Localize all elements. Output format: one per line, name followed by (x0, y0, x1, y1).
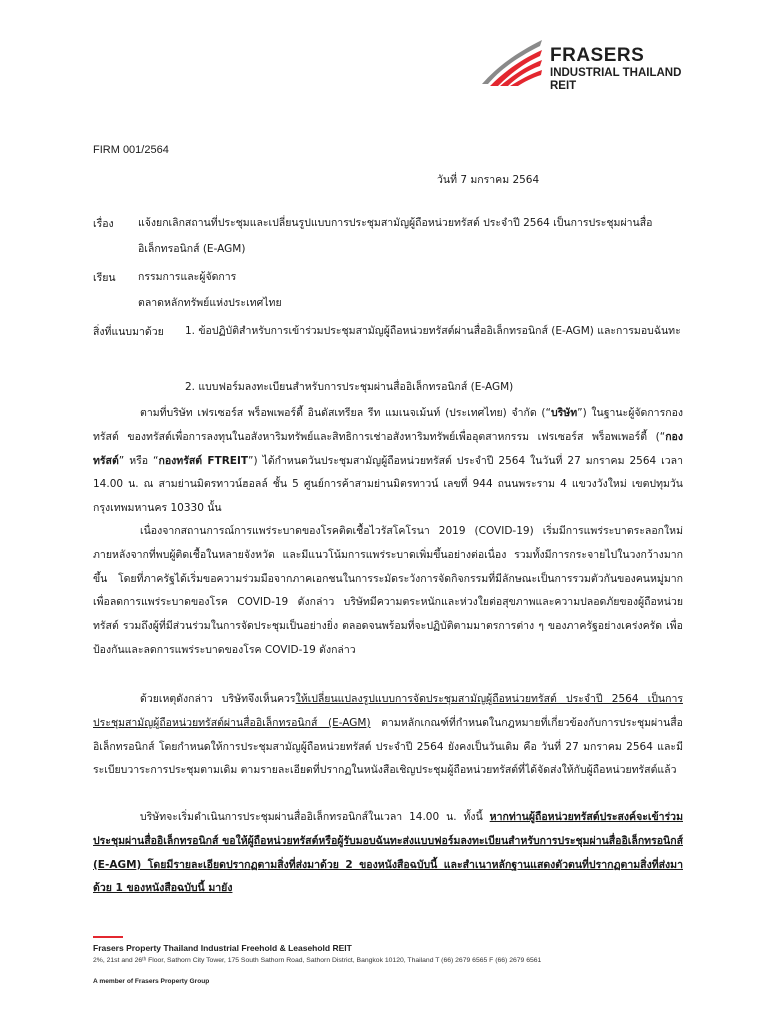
paragraph-1: ตามที่บริษัท เฟรเซอร์ส พร็อพเพอร์ตี้ อินดัสเทรียล รีท แมเนจเม้นท์ (ประเทศไทย) จำกัด (“บริษัท”) ในฐานะผู้จัดการกองทรัสต์ ของทรัสต์เพื่อการลงทุนในอสังหาริมทรัพย์และสิทธิการเช่าอสังหาริมทรัพย์เพื่ออุตสาหกรรม เฟรเซอร์ส พร็อพเพอร์ตี้ (“กองทรัสต์” หรือ “กองทรัสต์ FTREIT”) ได้กำหนดวันประชุมสามัญผู้ถือหน่วยทรัสต์ ประจำปี 2564 ในวันที่ 27 มกราคม 2564 เวลา 14.00 น. ณ สามย่านมิตรทาวน์ฮอลล์ ชั้น 5 ศูนย์การค้าสามย่านมิตรทาวน์ เลขที่ 944 ถนนพระราม 4 แขวงวังใหม่ เขตปทุมวัน กรุงเทพมหานคร 10330 นั้น (93, 407, 684, 515)
subject-text: แจ้งยกเลิกสถานที่ประชุมและเปลี่ยนรูปแบบการประชุมสามัญผู้ถือหน่วยทรัสต์ ประจำปี 2564 เป็นการประชุมผ่านสื่ออิเล็กทรอนิกส์ (E-AGM) (138, 217, 653, 255)
paragraph-3: ด้วยเหตุดังกล่าว บริษัทจึงเห็นควรให้เปลี่ยนแปลงรูปแบบการจัดประชุมสามัญผู้ถือหน่วยทรัสต์ ประจำปี 2564 เป็นการประชุมสามัญผู้ถือหน่วยทรัสต์ผ่านสื่ออิเล็กทรอนิกส์ (E-AGM) ตามหลักเกณฑ์ที่กำหนดในกฎหมายที่เกี่ยวข้องกับการประชุมผ่านสื่ออิเล็กทรอนิกส์ โดยกำหนดให้การประชุมสามัญผู้ถือหน่วยทรัสต์ ประจำปี 2564 ยังคงเป็นวันเดิม คือ วันที่ 27 มกราคม 2564 และมีระเบียบวาระการประชุมตามเดิม ตามรายละเอียดที่ปรากฏในหนังสือเชิญประชุมผู้ถือหน่วยทรัสต์ที่ได้จัดส่งให้กับผู้ถือหน่วยทรัสต์แล้ว (93, 693, 683, 777)
logo-line-3: REIT (550, 80, 577, 92)
paragraph-4: บริษัทจะเริ่มดำเนินการประชุมผ่านสื่ออิเล็กทรอนิกส์ในเวลา 14.00 น. ทั้งนี้ หากท่านผู้ถือหน่วยทรัสต์ประสงค์จะเข้าร่วมประชุมผ่านสื่ออิเล็กทรอนิกส์ ขอให้ผู้ถือหน่วยทรัสต์หรือผู้รับมอบฉันทะส่งแบบฟอร์มลงทะเบียนสำหรับการประชุมผ่านสื่ออิเล็กทรอนิกส์ (E-AGM) โดยมีรายละเอียดปรากฏตามสิ่งที่ส่งมาด้วย 2 ของหนังสือฉบับนี้ และสำเนาหลักฐานแสดงตัวตนที่ปรากฏตามสิ่งที่ส่งมาด้วย 1 ของหนังสือฉบับนี้ มายัง (93, 811, 683, 895)
attachment-1: 1. ข้อปฏิบัติสำหรับการเข้าร่วมประชุมสามัญผู้ถือหน่วยทรัสต์ผ่านสื่ออิเล็กทรอนิกส์ (E-AGM) และการมอบฉันทะ (185, 325, 681, 337)
reference-number: FIRM 001/2564 (93, 144, 169, 156)
recipient-line-1: กรรมการและผู้จัดการ (138, 271, 237, 283)
letter-date: วันที่ 7 มกราคม 2564 (437, 174, 540, 186)
footer-member-note: A member of Frasers Property Group (93, 978, 210, 985)
attachments-label: สิ่งที่แนบมาด้วย (93, 326, 164, 338)
company-term: บริษัท (550, 407, 578, 419)
paragraph-2: เนื่องจากสถานการณ์การแพร่ระบาดของโรคติดเชื้อไวรัสโคโรนา 2019 (COVID-19) เริ่มมีการแพร่ระบาดระลอกใหม่ ภายหลังจากที่พบผู้ติดเชื้อในหลายจังหวัด และมีแนวโน้มการแพร่ระบาดเพิ่มขึ้นอย่างต่อเนื่อง รวมทั้งมีการกระจายไปในวงกว้างมากขึ้น โดยที่ภาครัฐได้เริ่มขอความร่วมมือจากภาคเอกชนในการระมัดระวังการจัดกิจกรรมที่มีลักษณะเป็นการรวมตัวกันของคนหมู่มาก เพื่อลดการแพร่ระบาดของโรค COVID-19 ดังกล่าว บริษัทมีความตระหนักและห่วงใยต่อสุขภาพและความปลอดภัยของผู้ถือหน่วยทรัสต์ รวมถึงผู้ที่มีส่วนร่วมในการจัดประชุมเป็นอย่างยิ่ง ตลอดจนพร้อมที่จะปฏิบัติตามมาตรการต่าง ๆ ของภาครัฐอย่างเคร่งครัด เพื่อป้องกันและลดการแพร่ระบาดของโรค COVID-19 ดังกล่าว (93, 525, 683, 656)
to-label: เรียน (93, 272, 116, 284)
ftreit-term: กองทรัสต์ FTREIT (158, 454, 249, 467)
e-agm-change-statement: ให้เปลี่ยนแปลงรูปแบบการจัดประชุมสามัญผู้ถือหน่วยทรัสต์ ประจำปี 2564 เป็นการประชุมสามัญผู้ถือหน่วยทรัสต์ผ่านสื่ออิเล็กทรอนิกส์ (E-AGM) (93, 693, 683, 729)
logo-line-1: FRASERS (550, 45, 645, 66)
footer-address: 2%, 21st and 26ᵗʰ Floor, Sathorn City Tower, 175 South Sathorn Road, Sathorn District, Bangkok 10120, Thailand T (66) 2679 6565 F (66) 2679 6561 (93, 957, 542, 964)
trust-term: กองทรัสต์ (93, 430, 683, 467)
subject-label: เรื่อง (93, 218, 114, 230)
frasers-logo (480, 30, 720, 100)
logo-line-2: INDUSTRIAL THAILAND (550, 67, 682, 79)
footer-divider (93, 936, 123, 938)
logo-text (550, 46, 681, 93)
footer-entity-name: Frasers Property Thailand Industrial Freehold & Leasehold REIT (93, 943, 352, 953)
recipient-line-2: ตลาดหลักทรัพย์แห่งประเทศไทย (138, 297, 282, 309)
recipient (138, 264, 683, 316)
registration-instructions: หากท่านผู้ถือหน่วยทรัสต์ประสงค์จะเข้าร่วมประชุมผ่านสื่ออิเล็กทรอนิกส์ ขอให้ผู้ถือหน่วยทรัสต์หรือผู้รับมอบฉันทะส่งแบบฟอร์มลงทะเบียนสำหรับการประชุมผ่านสื่ออิเล็กทรอนิกส์ (E-AGM) โดยมีรายละเอียดปรากฏตามสิ่งที่ส่งมาด้วย 2 ของหนังสือฉบับนี้ และสำเนาหลักฐานแสดงตัวตนที่ปรากฏตามสิ่งที่ส่งมาด้วย 1 ของหนังสือฉบับนี้ มายัง (93, 811, 683, 895)
attachment-2: 2. แบบฟอร์มลงทะเบียนสำหรับการประชุมผ่านสื่ออิเล็กทรอนิกส์ (E-AGM) (185, 381, 514, 393)
frasers-logo-mark-icon (480, 34, 544, 88)
